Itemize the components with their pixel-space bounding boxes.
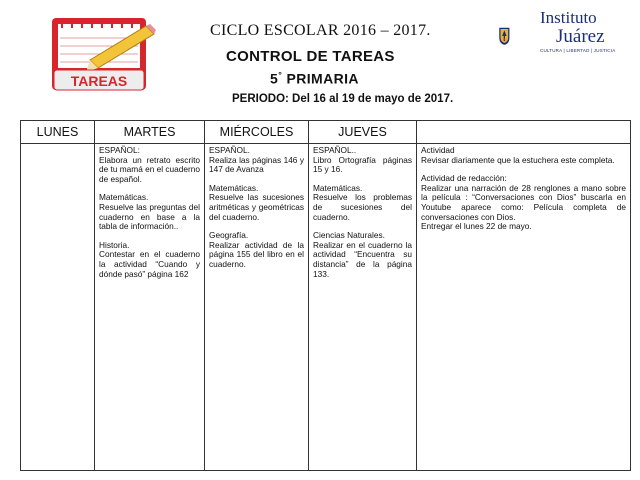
jueves-task-3	[313, 231, 412, 279]
miercoles-task-1-subject: ESPAÑOL.	[209, 145, 250, 155]
table-header-row	[21, 121, 631, 144]
viernes-task-2-subject: Actividad de redacción:	[421, 173, 507, 184]
control-title: CONTROL DE TAREAS	[226, 48, 395, 65]
homework-table	[20, 120, 631, 471]
martes-task-2	[99, 193, 200, 231]
miercoles-task-1-text: Realiza las páginas 146 y 147 de Avanza	[209, 154, 304, 175]
viernes-task-1-text: Revisar diariamente que la estuchera este completa.	[421, 154, 615, 165]
institute-shield-icon	[498, 6, 538, 66]
jueves-task-1-text: Libro Ortografía páginas 15 y 16.	[313, 154, 412, 175]
martes-task-3-subject: Historia.	[99, 239, 130, 250]
cell-miercoles	[205, 144, 309, 471]
institute-name-line1: Instituto	[540, 8, 597, 27]
header-miercoles: MIÉRCOLES	[205, 121, 309, 144]
miercoles-task-2-text: Resuelve las sucesiones aritméticas y geométricas del cuaderno.	[209, 192, 304, 222]
martes-task-1	[99, 146, 200, 184]
header-martes: MARTES	[95, 121, 205, 144]
cell-lunes	[21, 144, 95, 471]
header-viernes	[417, 121, 631, 144]
school-cycle-title: CICLO ESCOLAR 2016 – 2017.	[210, 22, 431, 39]
martes-task-1-text: Elabora un retrato escrito de tu mamá en el cuaderno de español.	[99, 154, 201, 184]
viernes-task-1-subject: Actividad	[421, 145, 455, 155]
miercoles-task-2-subject: Matemáticas.	[209, 182, 259, 193]
viernes-task-2-text: Realizar una narración de 28 renglones a mano sobre la película : “Conversaciones con Dios” buscarla en Youtube aparece como: Película completa de conversaciones con Dios.	[421, 182, 626, 222]
jueves-task-2-text: Resuelve los problemas de sucesiones del cuaderno.	[313, 192, 412, 222]
miercoles-task-3-text: Realizar actividad de la página 155 del libro en el cuaderno.	[209, 239, 304, 269]
jueves-task-3-text: Realizar en el cuaderno la actividad “Encuentra su distancia” de la página 133.	[313, 239, 412, 279]
tareas-logo-label: TAREAS	[70, 73, 128, 89]
viernes-task-2-deadline: Entregar el lunes 22 de mayo.	[421, 221, 532, 232]
jueves-task-1	[313, 146, 412, 175]
martes-task-3-text: Contestar en el cuaderno la actividad “Cuando y dónde pasó” página 162	[99, 249, 200, 279]
jueves-task-2-subject: Matemáticas.	[313, 182, 363, 193]
miercoles-task-2	[209, 184, 304, 222]
cell-viernes	[417, 144, 631, 471]
miercoles-task-1	[209, 146, 304, 175]
cell-jueves	[309, 144, 417, 471]
header-jueves: JUEVES	[309, 121, 417, 144]
jueves-task-3-subject: Ciencias Naturales.	[313, 230, 385, 241]
grade-text: PRIMARIA	[282, 70, 359, 87]
miercoles-task-3-subject: Geografía.	[209, 230, 249, 241]
viernes-task-2	[421, 174, 626, 232]
header-lunes: LUNES	[21, 121, 95, 144]
viernes-task-1	[421, 146, 626, 165]
institute-motto: CULTURA | LIBERTAD | JUSTICIA	[540, 48, 616, 53]
period-dates: 16 al 19 de mayo de 2017.	[313, 93, 454, 105]
jueves-task-1-subject: ESPAÑOL..	[313, 145, 357, 155]
jueves-task-2	[313, 184, 412, 222]
martes-task-2-subject: Matemáticas.	[99, 192, 149, 203]
martes-task-2-text: Resuelve las preguntas del cuaderno en base a la tabla de información..	[99, 201, 200, 232]
cell-martes	[95, 144, 205, 471]
period-line	[232, 93, 453, 105]
tareas-logo	[50, 14, 158, 98]
grade-number: 5	[270, 70, 279, 87]
martes-task-1-subject: ESPAÑOL:	[99, 145, 140, 155]
grade-degree: °	[278, 70, 283, 80]
period-label: PERIODO: Del	[232, 93, 314, 105]
table-row	[21, 144, 631, 471]
institute-name-line2: Juárez	[556, 26, 605, 47]
grade-title	[270, 70, 359, 87]
martes-task-3	[99, 241, 200, 279]
miercoles-task-3	[209, 231, 304, 269]
